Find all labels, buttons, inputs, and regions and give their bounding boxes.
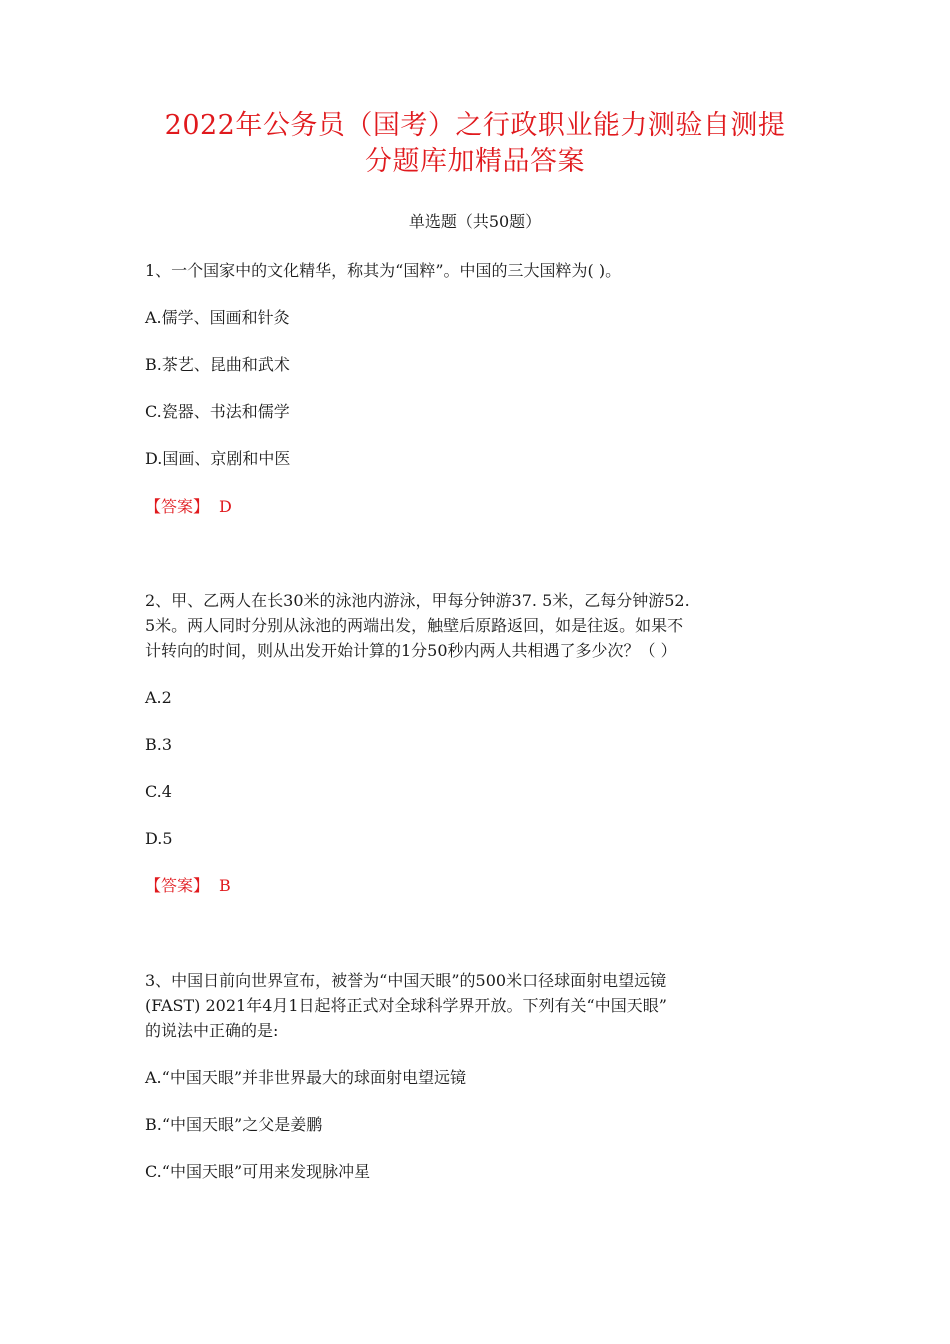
- question-3-stem-line-1: 3、中国日前向世界宣布，被誉为“中国天眼”的500米口径球面射电望远镜: [145, 971, 667, 990]
- question-3-stem: [145, 968, 825, 1043]
- question-2-answer: [145, 873, 825, 898]
- question-1-option-b: B.茶艺、昆曲和武术: [145, 355, 290, 374]
- question-1-option-d: D.国画、京剧和中医: [145, 449, 291, 468]
- title-line-2: 分题库加精品答案: [365, 146, 585, 177]
- question-2-option-a: A.2: [145, 688, 172, 707]
- question-3-option-c: C.“中国天眼”可用来发现脉冲星: [145, 1162, 371, 1181]
- question-3-stem-line-2: (FAST) 2021年4月1日起将正式对全球科学界开放。下列有关“中国天眼”: [145, 996, 667, 1015]
- section-heading: 单选题（共50题）: [408, 212, 542, 231]
- question-3-stem-line-3: 的说法中正确的是:: [145, 1021, 279, 1040]
- answer-label: 【答案】: [145, 497, 210, 516]
- question-3-option-a: A.“中国天眼”并非世界最大的球面射电望远镜: [145, 1068, 467, 1087]
- answer-value: B: [219, 876, 231, 895]
- question-1-stem: 1、一个国家中的文化精华，称其为“国粹”。中国的三大国粹为( )。: [145, 261, 622, 280]
- question-1-option-a: A.儒学、国画和针灸: [145, 308, 290, 327]
- document-title: [120, 108, 830, 180]
- question-2-stem-line-3: 计转向的时间，则从出发开始计算的1分50秒内两人共相遇了多少次？（ ）: [145, 641, 677, 660]
- question-2-option-d: D.5: [145, 829, 173, 848]
- answer-label: 【答案】: [145, 876, 210, 895]
- question-2-stem-line-2: 5米。两人同时分别从泳池的两端出发，触壁后原路返回，如是往返。如果不: [145, 616, 684, 635]
- question-2-option-c: C.4: [145, 782, 172, 801]
- question-2-option-b: B.3: [145, 735, 173, 754]
- question-1-option-c: C.瓷器、书法和儒学: [145, 402, 290, 421]
- answer-value: D: [219, 497, 232, 516]
- question-2-stem-line-1: 2、甲、乙两人在长30米的泳池内游泳，甲每分钟游37. 5米，乙每分钟游52.: [145, 591, 690, 610]
- title-line-1: 2022年公务员（国考）之行政职业能力测验自测提: [164, 110, 786, 141]
- question-2-stem: [145, 588, 825, 663]
- question-3-option-b: B.“中国天眼”之父是姜鹏: [145, 1115, 323, 1134]
- question-1-answer: [145, 494, 825, 519]
